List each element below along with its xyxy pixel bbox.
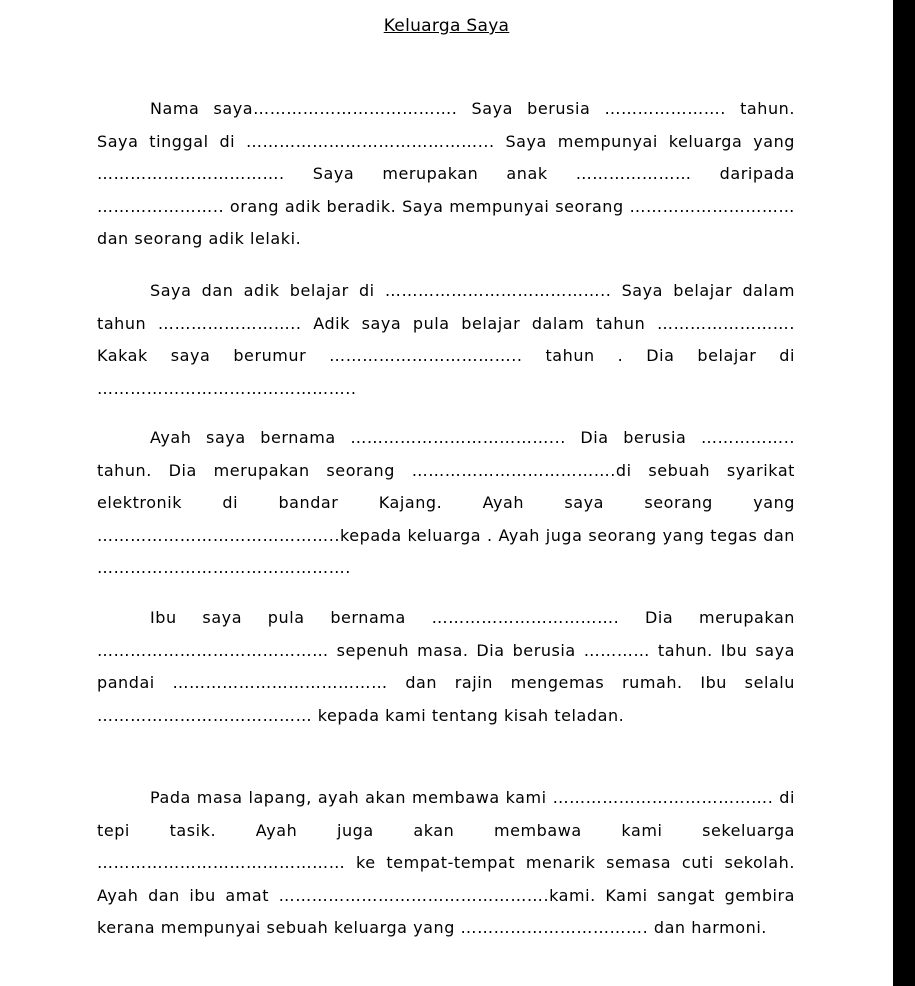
page-title: Keluarga Saya	[383, 16, 510, 36]
paragraph-text: Nama saya………………………………. Saya berusia …………………. tahun. Saya tinggal di ……………………………………... Saya mempunyai keluarga yang ……………………………. Saya merupakan anak ………………… daripada ………………….. orang adik beradik. Saya mempunyai seorang ………………………… dan seorang adik lelaki.	[97, 99, 795, 248]
paragraph-school	[97, 275, 795, 405]
paragraph-mother	[97, 602, 795, 732]
paragraph-text: Saya dan adik belajar di ………………………………….. Saya belajar dalam tahun …………………….. Adik saya pula belajar dalam tahun ……………………. Kakak saya berumur …………………………….. tahun . Dia belajar di ………………………………………..	[97, 281, 795, 398]
paragraph-text: Ayah saya bernama ………………………………... Dia berusia …………….. tahun. Dia merupakan seorang ……………………………….di sebuah syarikat elektronik di bandar Kajang. Ayah saya seorang yang ……………………………………..kepada keluarga . Ayah juga seorang yang tegas dan ……………………………………….	[97, 428, 795, 577]
paragraph-text: Ibu saya pula bernama ……………………………. Dia merupakan …………………………………… sepenuh masa. Dia berusia ………… tahun. Ibu saya pandai ………………………………… dan rajin mengemas rumah. Ibu selalu ………………………………… kepada kami tentang kisah teladan.	[97, 608, 795, 725]
paragraph-text: Pada masa lapang, ayah akan membawa kami …………………………………. di tepi tasik. Ayah juga akan membawa kami sekeluarga ……………………………………… ke tempat-tempat menarik semasa cuti sekolah. Ayah dan ibu amat ………………………………………….kami. Kami sangat gembira kerana mempunyai sebuah keluarga yang ……………………………. dan harmoni.	[97, 788, 795, 937]
paragraph-leisure	[97, 782, 795, 945]
paragraph-name-age	[97, 93, 795, 256]
paragraph-father	[97, 422, 795, 585]
